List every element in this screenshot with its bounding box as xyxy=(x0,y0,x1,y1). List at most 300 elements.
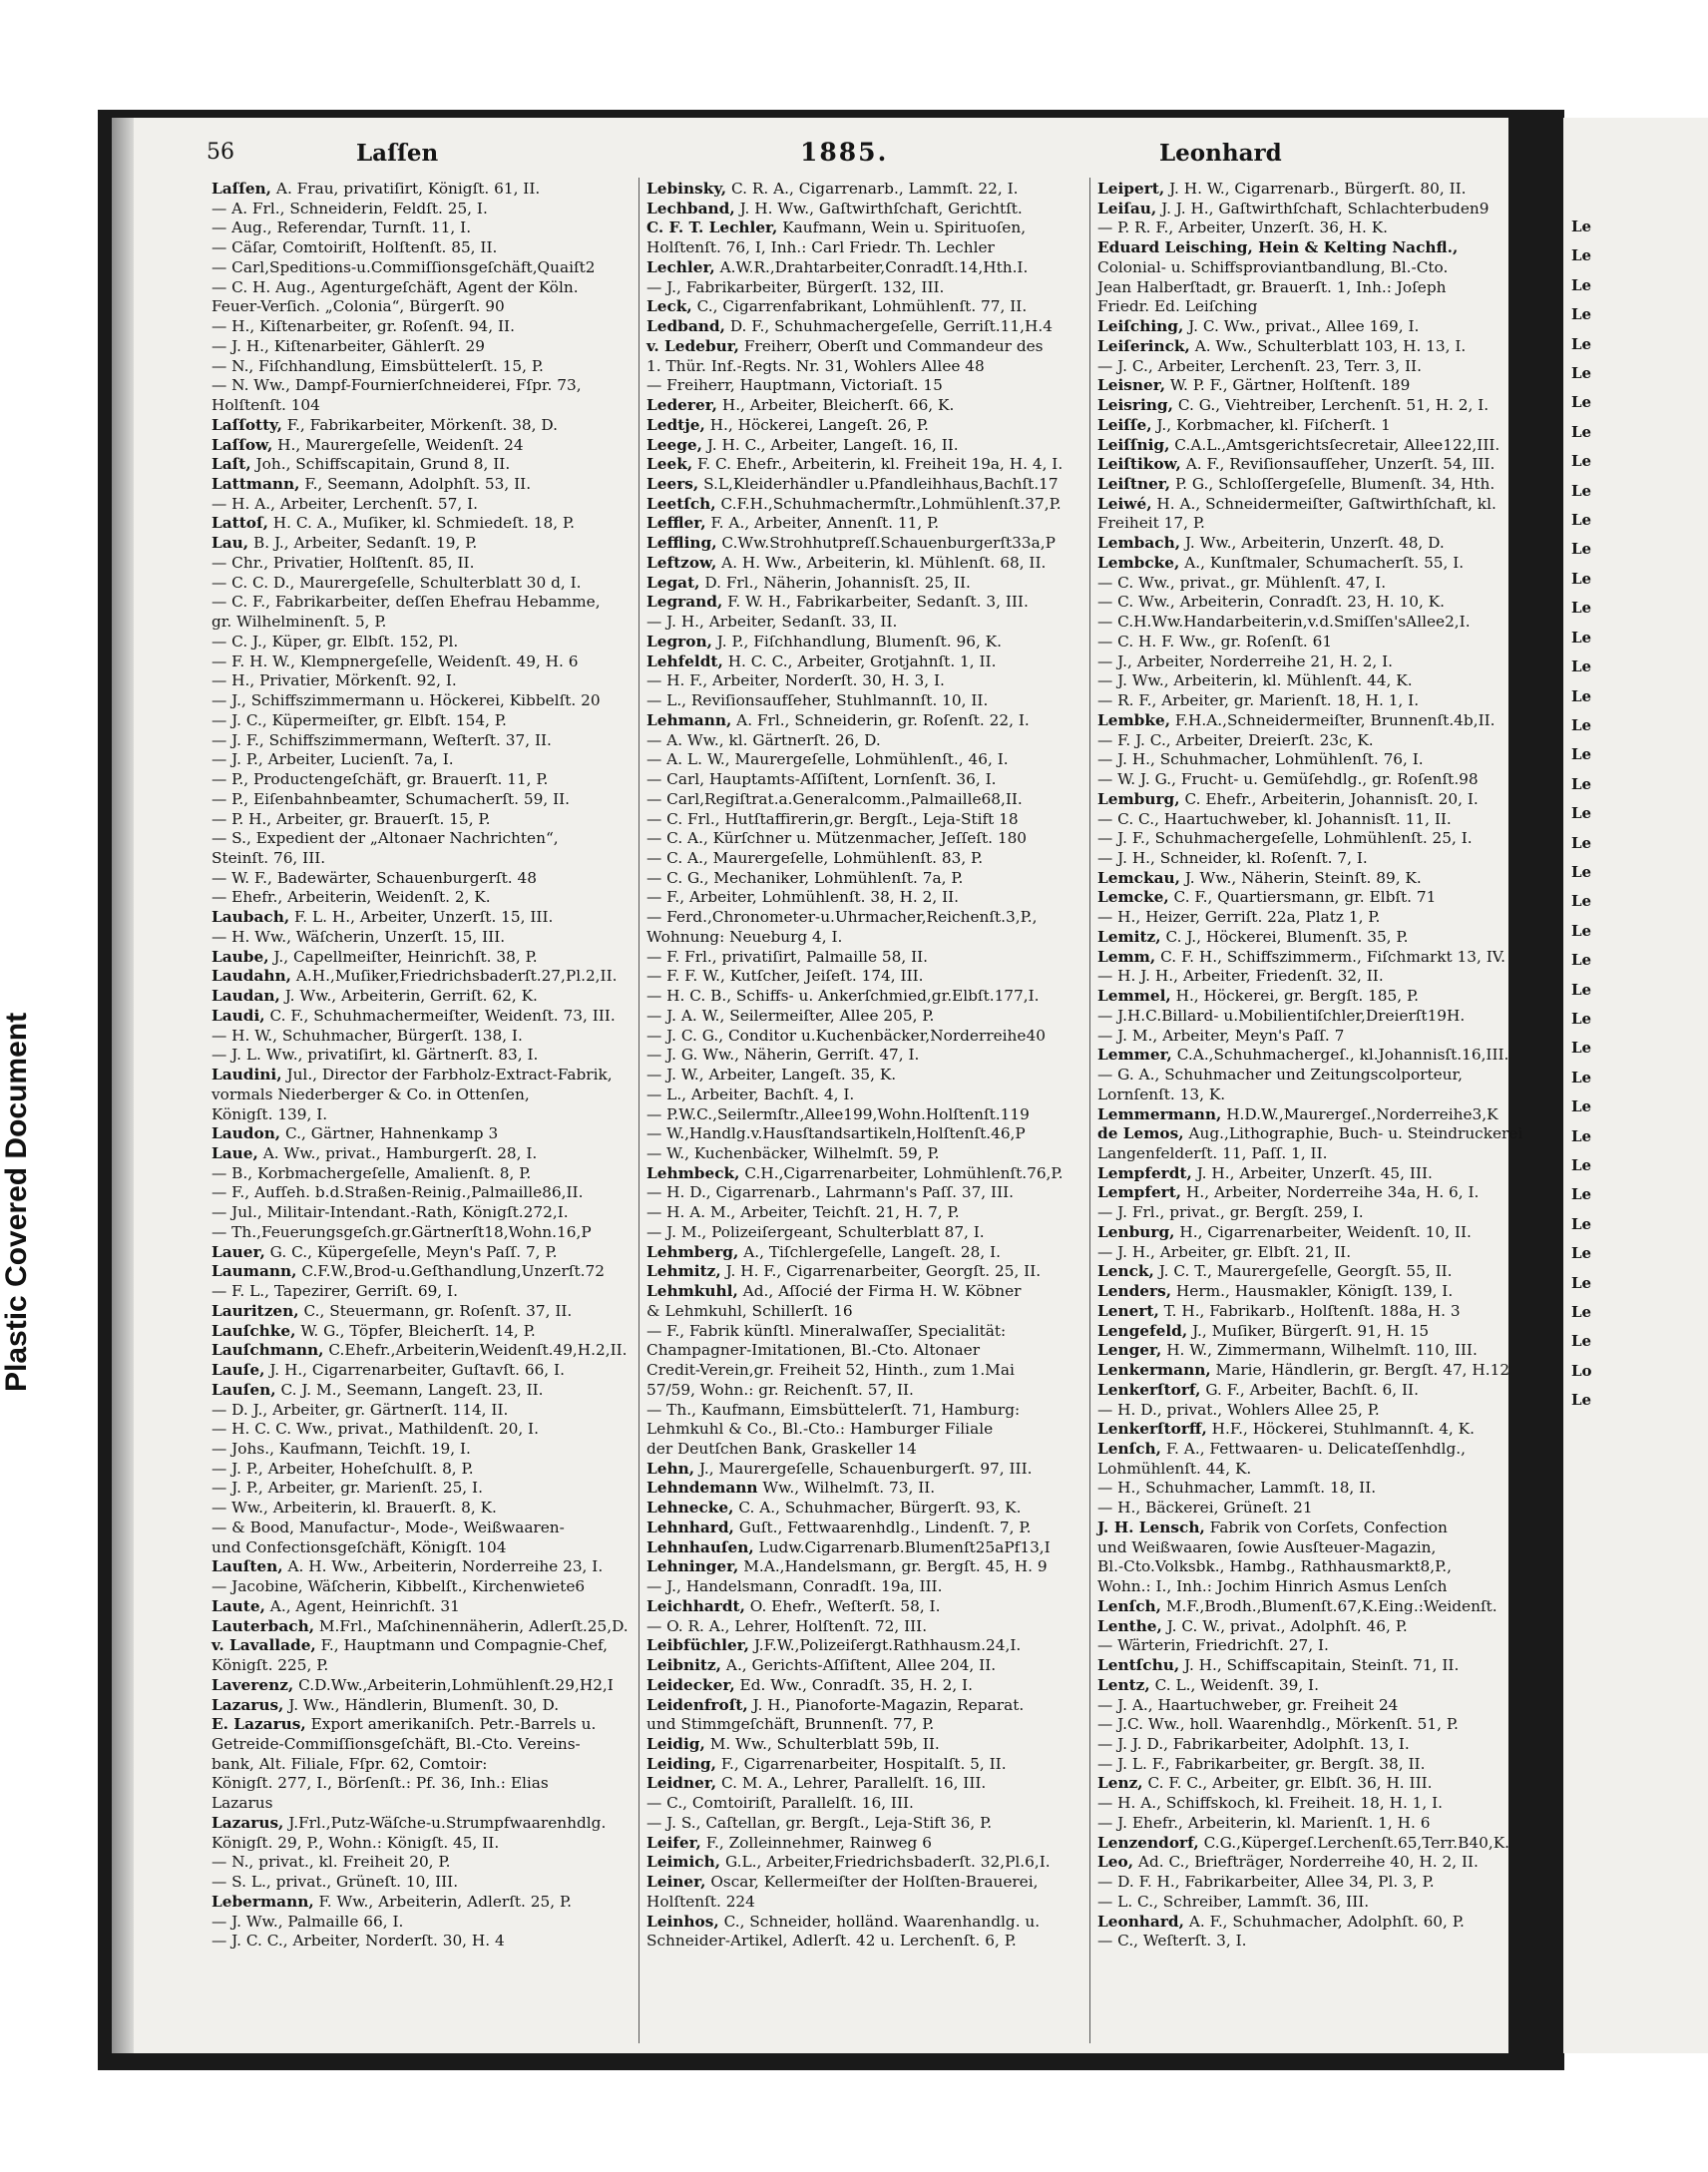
entry-details: — J. M., Polizeiſergeant, Schulterblatt 87, I. xyxy=(646,1222,985,1241)
directory-entry-line xyxy=(1097,1794,1536,1814)
entry-surname: Laute, xyxy=(212,1596,265,1615)
directory-entry-line xyxy=(646,1893,1087,1913)
next-page-fragment: Le xyxy=(1571,246,1592,265)
entry-details: J. H., Arbeiter, Unzerſt. 45, III. xyxy=(1196,1163,1433,1182)
directory-entry-line xyxy=(212,455,633,475)
directory-entry-line xyxy=(646,1735,1087,1755)
directory-entry-line xyxy=(646,869,1087,889)
entry-surname: Leege, xyxy=(646,435,702,454)
directory-entry-line xyxy=(212,1873,633,1893)
next-page-fragment: Le xyxy=(1571,833,1592,852)
directory-entry-line xyxy=(646,238,1087,258)
entry-details: C.Ehefr.,Arbeiterin,Weidenſt.49,H.2,II. xyxy=(328,1341,628,1360)
entry-details: Kaufmann, Wein u. Spirituoſen, xyxy=(782,218,1027,237)
entry-surname: Legat, xyxy=(646,573,700,592)
entry-surname: Leiwé, xyxy=(1097,494,1152,513)
entry-details: — J. H., Arbeiter, gr. Elbſt. 21, II. xyxy=(1097,1242,1352,1261)
next-page-fragment: Le xyxy=(1571,1214,1592,1233)
entry-surname: Leiſerinck, xyxy=(1097,336,1190,355)
entry-details: Holſtenſt. 104 xyxy=(212,396,320,415)
entry-details: Holſtenſt. 224 xyxy=(646,1892,755,1911)
entry-details: — Chr., Privatier, Holſtenſt. 85, II. xyxy=(212,553,475,572)
entry-surname: Leiſtner, xyxy=(1097,475,1171,494)
entry-details: — D. J., Arbeiter, gr. Gärtnerſt. 114, II. xyxy=(212,1400,509,1419)
entry-details: A.W.R.,Drahtarbeiter,Conradſt.14,Hth.I. xyxy=(719,257,1029,276)
entry-details: F., Zolleinnehmer, Rainweg 6 xyxy=(705,1833,932,1852)
entry-surname: Lazarus, xyxy=(212,1813,284,1832)
directory-entry-line xyxy=(646,1027,1087,1047)
entry-details: — J. M., Arbeiter, Meyn's Paſſ. 7 xyxy=(1097,1026,1345,1045)
entry-details: — H. C. C. Ww., privat., Mathildenſt. 20, I. xyxy=(212,1420,539,1439)
directory-entry-line xyxy=(646,1538,1087,1558)
entry-surname: Leiſſnig, xyxy=(1097,435,1170,454)
entry-details: J., Maurergeſelle, Schauenburgerſt. 97, III. xyxy=(698,1459,1033,1478)
column-3 xyxy=(1097,180,1536,1952)
entry-details: J. P., Fiſchhandlung, Blumenſt. 96, K. xyxy=(716,632,1002,651)
directory-entry-line xyxy=(646,1183,1087,1203)
entry-surname: Lenger, xyxy=(1097,1341,1162,1360)
directory-entry-line xyxy=(212,1696,633,1716)
directory-entry-line xyxy=(646,770,1087,790)
entry-surname: Leetſch, xyxy=(646,494,716,513)
directory-entry-line xyxy=(646,436,1087,456)
directory-entry-line xyxy=(1097,534,1536,554)
entry-details: — O. R. A., Lehrer, Holſtenſt. 72, III. xyxy=(646,1616,928,1635)
entry-details: — J. L. F., Fabrikarbeiter, gr. Bergſt. 38, II. xyxy=(1097,1754,1426,1773)
entry-details: M.F.,Brodh.,Blumenſt.67,K.Eing.:Weidenſt. xyxy=(1165,1596,1497,1615)
entry-details: — R. F., Arbeiter, gr. Marienſt. 18, H. 1, I. xyxy=(1097,691,1420,710)
entry-surname: Lemcke, xyxy=(1097,888,1169,907)
entry-surname: Leibfüchler, xyxy=(646,1636,749,1655)
directory-entry-line xyxy=(646,1322,1087,1342)
directory-entry-line xyxy=(1097,908,1536,928)
directory-entry-line xyxy=(212,1755,633,1775)
entry-details: — J. H., Schuhmacher, Lohmühlenſt. 76, I. xyxy=(1097,750,1424,769)
entry-details: Champagner-Imitationen, Bl.-Cto. Altonaer xyxy=(646,1341,981,1360)
directory-entry-line xyxy=(646,376,1087,396)
entry-surname: Leiſching, xyxy=(1097,317,1184,336)
entry-details: C., Gärtner, Hahnenkamp 3 xyxy=(285,1124,499,1143)
next-page-fragment: Le xyxy=(1571,540,1592,559)
directory-entry-line xyxy=(212,1794,633,1814)
directory-entry-line xyxy=(1097,1557,1536,1577)
entry-details: C. A., Schuhmacher, Bürgerſt. 93, K. xyxy=(738,1499,1022,1518)
directory-entry-line xyxy=(1097,613,1536,633)
entry-details: — J. H., Schneider, kl. Roſenſt. 7, I. xyxy=(1097,848,1368,867)
entry-details: J. H. W., Cigarrenarb., Bürgerſt. 80, II. xyxy=(1169,180,1467,198)
entry-surname: Lemmel, xyxy=(1097,987,1171,1006)
entry-surname: Lemm, xyxy=(1097,947,1156,966)
entry-details: Holſtenſt. 76, I, Inh.: Carl Friedr. Th. Lechler xyxy=(646,238,995,257)
directory-entry-line xyxy=(1097,652,1536,672)
directory-entry-line xyxy=(1097,1460,1536,1480)
entry-details: W. P. F., Gärtner, Holſtenſt. 189 xyxy=(1169,376,1411,395)
entry-details: C.A.L.,Amtsgerichtsſecretair, Allee122,III. xyxy=(1174,435,1500,454)
directory-entry-line xyxy=(1097,455,1536,475)
directory-entry-line xyxy=(646,396,1087,416)
entry-details: C.A.,Schuhmachergeſ., kl.Johannisſt.16,III. xyxy=(1176,1046,1509,1065)
entry-details: — J. A. W., Seilermeiſter, Allee 205, P. xyxy=(646,1006,935,1025)
directory-entry-line xyxy=(1097,1361,1536,1381)
entry-details: F., Cigarrenarbeiter, Hospitalſt. 5, II. xyxy=(720,1754,1007,1773)
entry-details: F., Seemann, Adolphſt. 53, II. xyxy=(304,475,532,494)
entry-surname: Lattoſ, xyxy=(212,514,268,533)
directory-entry-line xyxy=(1097,691,1536,711)
directory-entry-line xyxy=(212,1932,633,1952)
entry-details: Königſt. 139, I. xyxy=(212,1104,328,1123)
entry-details: G. C., Küpergeſelle, Meyn's Paſſ. 7, P. xyxy=(269,1242,558,1261)
directory-entry-line xyxy=(212,1223,633,1243)
directory-entry-line xyxy=(1097,1834,1536,1854)
entry-details: — D. F. H., Fabrikarbeiter, Allee 34, Pl. 3, P. xyxy=(1097,1873,1435,1892)
entry-details: J., Korbmacher, kl. Fiſcherſt. 1 xyxy=(1156,415,1391,434)
next-page-fragment: Le xyxy=(1571,1009,1592,1028)
entry-details: — H. W., Schuhmacher, Bürgerſt. 138, I. xyxy=(212,1026,523,1045)
directory-entry-line xyxy=(646,495,1087,515)
entry-details: C. F. C., Arbeiter, gr. Elbſt. 36, H. III. xyxy=(1147,1774,1433,1793)
directory-entry-line xyxy=(212,317,633,337)
directory-entry-line xyxy=(1097,1262,1536,1282)
directory-entry-line xyxy=(212,534,633,554)
directory-entry-line xyxy=(212,1381,633,1401)
page-header xyxy=(112,140,1508,180)
directory-entry-line xyxy=(1097,1223,1536,1243)
entry-details: J. H., Cigarrenarbeiter, Guſtavſt. 66, I. xyxy=(269,1361,565,1380)
next-page-fragment: Le xyxy=(1571,774,1592,793)
entry-details: — F., Arbeiter, Lohmühlenſt. 38, H. 2, II. xyxy=(646,888,960,907)
entry-details: — J. P., Arbeiter, Hoheſchulſt. 8, P. xyxy=(212,1459,474,1478)
entry-details: — W. J. G., Frucht- u. Gemüſehdlg., gr. Roſenſt.98 xyxy=(1097,770,1479,789)
directory-entry-line xyxy=(646,1755,1087,1775)
entry-details: 1. Thür. Inf.-Regts. Nr. 31, Wohlers Allee 48 xyxy=(646,356,985,375)
next-page-fragment: Le xyxy=(1571,1332,1592,1351)
entry-details: — H., Bäckerei, Grüneſt. 21 xyxy=(1097,1499,1313,1518)
directory-entry-line xyxy=(212,1853,633,1873)
entry-details: H. A., Schneidermeiſter, Gaſtwirthſchaft, kl. xyxy=(1156,494,1496,513)
entry-details: — L. C., Schreiber, Lammſt. 36, III. xyxy=(1097,1892,1370,1911)
entry-surname: Lauer, xyxy=(212,1242,265,1261)
entry-details: — Johs., Kaufmann, Teichſt. 19, I. xyxy=(212,1440,471,1458)
entry-details: — & Bood, Manufactur-, Mode-, Weißwaaren- xyxy=(212,1518,565,1536)
entry-details: bank, Alt. Filiale, Fſpr. 62, Comtoir: xyxy=(212,1754,488,1773)
directory-entry-line xyxy=(646,849,1087,869)
directory-entry-line xyxy=(646,258,1087,278)
entry-details: — J. G. Ww., Näherin, Gerriſt. 47, I. xyxy=(646,1046,920,1065)
entry-details: A. H. Ww., Arbeiterin, Norderreihe 23, I. xyxy=(287,1557,604,1576)
entry-surname: Leipert, xyxy=(1097,180,1165,198)
entry-details: Freiheit 17, P. xyxy=(1097,514,1205,533)
entry-surname: Lemckau, xyxy=(1097,868,1180,887)
next-page-fragment: Le xyxy=(1571,305,1592,324)
entry-details: — Ferd.,Chronometer-u.Uhrmacher,Reichenſt.3,P., xyxy=(646,908,1038,927)
entry-details: Export amerikaniſch. Petr.-Barrels u. xyxy=(310,1715,597,1734)
entry-details: — C., Weſterſt. 3, I. xyxy=(1097,1932,1247,1951)
entry-details: — F. Frl., privatiſirt, Palmaille 58, II. xyxy=(646,947,929,966)
entry-details: — J. F., Schuhmachergeſelle, Lohmühlenſt. 25, I. xyxy=(1097,829,1473,848)
entry-details: — W. F., Badewärter, Schauenburgerſt. 48 xyxy=(212,868,537,887)
entry-details: H. C. C., Arbeiter, Grotjahnſt. 1, II. xyxy=(727,652,997,670)
entry-details: A. F., Reviſionsaufſeher, Unzerſt. 54, III. xyxy=(1185,455,1495,474)
directory-entry-line xyxy=(212,750,633,770)
directory-entry-line xyxy=(646,1144,1087,1164)
directory-entry-line xyxy=(212,1656,633,1676)
entry-surname: Lembcke, xyxy=(1097,553,1180,572)
next-page-fragment: Le xyxy=(1571,1097,1592,1116)
directory-entry-line xyxy=(1097,987,1536,1007)
entry-surname: Lembach, xyxy=(1097,534,1181,553)
directory-entry-line xyxy=(646,1124,1087,1144)
entry-surname: Laudi, xyxy=(212,1006,265,1025)
entry-details: A., Kunſtmaler, Schumacherſt. 55, I. xyxy=(1184,553,1465,572)
entry-surname: Lehnhauſen, xyxy=(646,1537,754,1556)
entry-details: Joh., Schiffscapitain, Grund 8, II. xyxy=(255,455,511,474)
directory-entry-line xyxy=(1097,1007,1536,1027)
entry-surname: Leiſſe, xyxy=(1097,415,1152,434)
directory-entry-line xyxy=(1097,1519,1536,1538)
directory-entry-line xyxy=(212,436,633,456)
entry-details: — L., Arbeiter, Bachſt. 4, I. xyxy=(646,1085,855,1103)
directory-entry-line xyxy=(646,1381,1087,1401)
directory-entry-line xyxy=(646,790,1087,810)
directory-entry-line xyxy=(646,1262,1087,1282)
directory-entry-line xyxy=(212,1144,633,1164)
directory-entry-line xyxy=(212,1420,633,1440)
entry-surname: Lehmitz, xyxy=(646,1262,721,1281)
directory-entry-line xyxy=(1097,790,1536,810)
directory-entry-line xyxy=(1097,671,1536,691)
entry-details: Lornſenſt. 13, K. xyxy=(1097,1085,1226,1103)
entry-details: J.Frl.,Putz-Wäſche-u.Strumpfwaarenhdlg. xyxy=(288,1813,607,1832)
entry-details: A., Gerichts-Aſſiſtent, Allee 204, II. xyxy=(725,1656,997,1675)
entry-details: C., Schneider, holländ. Waarenhandlg. u. xyxy=(723,1912,1041,1931)
next-page-fragment: Le xyxy=(1571,1185,1592,1204)
entry-details: C. R. A., Cigarrenarb., Lammſt. 22, I. xyxy=(730,180,1019,198)
directory-entry-line xyxy=(1097,1853,1536,1873)
entry-details: J. H. Ww., Gaſtwirthſchaft, Gerichtſt. xyxy=(739,199,1023,217)
entry-details: — H. D., Cigarrenarb., Lahrmann's Paſſ. 37, III. xyxy=(646,1183,1015,1202)
entry-details: A. Ww., Schulterblatt 103, H. 13, I. xyxy=(1194,336,1467,355)
entry-details: Lohmühlenſt. 44, K. xyxy=(1097,1459,1252,1478)
directory-entry-line xyxy=(1097,180,1536,200)
entry-details: vormals Niederberger & Co. in Ottenſen, xyxy=(212,1085,530,1103)
directory-entry-line xyxy=(212,1893,633,1913)
directory-entry-line xyxy=(212,691,633,711)
directory-entry-line xyxy=(1097,1774,1536,1794)
next-page-fragment: Le xyxy=(1571,862,1592,881)
entry-surname: Lehmbeck, xyxy=(646,1163,740,1182)
entry-surname: Leiner, xyxy=(646,1873,706,1892)
directory-entry-line xyxy=(212,849,633,869)
next-page-fragment: Le xyxy=(1571,686,1592,705)
entry-details: C.G.,Küpergeſ.Lerchenſt.65,Terr.B40,K. xyxy=(1203,1833,1510,1852)
directory-entry-line xyxy=(1097,337,1536,357)
entry-details: G.L., Arbeiter,Friedrichsbaderſt. 32,Pl.6,I. xyxy=(724,1853,1051,1872)
directory-entry-line xyxy=(212,1401,633,1421)
directory-entry-line xyxy=(646,1696,1087,1716)
entry-details: — H. A., Arbeiter, Lerchenſt. 57, I. xyxy=(212,494,478,513)
directory-entry-line xyxy=(212,633,633,652)
directory-entry-line xyxy=(212,258,633,278)
directory-entry-line xyxy=(646,1794,1087,1814)
entry-details: J. H. C., Arbeiter, Langeſt. 16, II. xyxy=(706,435,959,454)
directory-entry-line xyxy=(1097,1341,1536,1361)
directory-entry-line xyxy=(646,1460,1087,1480)
directory-entry-line xyxy=(1097,416,1536,436)
entry-details: A. F., Schuhmacher, Adolphſt. 60, P. xyxy=(1188,1912,1465,1931)
entry-details: — F. F. W., Kutſcher, Jeiſeſt. 174, III. xyxy=(646,967,924,986)
entry-details: C. G., Viehtreiber, Lerchenſt. 51, H. 2, I. xyxy=(1177,396,1490,415)
directory-entry-line xyxy=(1097,1538,1536,1558)
directory-entry-line xyxy=(1097,297,1536,317)
entry-details: F. A., Fettwaaren- u. Delicateſſenhdlg., xyxy=(1165,1440,1466,1458)
entry-surname: Lehmkuhl, xyxy=(646,1282,738,1301)
entry-surname: Lemburg, xyxy=(1097,789,1180,808)
entry-surname: Leffling, xyxy=(646,534,717,553)
entry-details: — H. Ww., Wäſcherin, Unzerſt. 15, III. xyxy=(212,927,506,946)
entry-details: Königſt. 277, I., Börſenſt.: Pf. 36, Inh.: Elias xyxy=(212,1774,549,1793)
directory-entry-line xyxy=(646,1282,1087,1302)
column-rule xyxy=(639,178,640,2043)
directory-entry-line xyxy=(1097,278,1536,298)
directory-entry-line xyxy=(212,1617,633,1637)
directory-entry-line xyxy=(212,1676,633,1696)
entry-details: — J., Schiffszimmermann u. Höckerei, Kibbelſt. 20 xyxy=(212,691,601,710)
directory-entry-line xyxy=(646,1873,1087,1893)
directory-entry-line xyxy=(646,1636,1087,1656)
entry-details: H., Arbeiter, Norderreihe 34a, H. 6, I. xyxy=(1186,1183,1480,1202)
entry-surname: Ledband, xyxy=(646,317,725,336)
next-page-fragment: Le xyxy=(1571,334,1592,353)
directory-entry-line xyxy=(212,1834,633,1854)
entry-surname: Laudahn, xyxy=(212,967,291,986)
entry-surname: Lenkerſtorff, xyxy=(1097,1420,1207,1439)
next-page-edge xyxy=(1563,118,1708,2053)
directory-entry-line xyxy=(212,1007,633,1027)
directory-entry-line xyxy=(212,908,633,928)
entry-details: J. Ww., Näherin, Steinſt. 89, K. xyxy=(1184,868,1422,887)
entry-surname: Leisner, xyxy=(1097,376,1166,395)
directory-entry-line xyxy=(212,1519,633,1538)
directory-entry-line xyxy=(212,1322,633,1342)
next-page-fragment: Le xyxy=(1571,275,1592,294)
entry-surname: Lehfeldt, xyxy=(646,652,723,670)
directory-entry-line xyxy=(212,1027,633,1047)
entry-details: — L., Reviſionsaufſeher, Stuhlmannſt. 10, II. xyxy=(646,691,989,710)
entry-surname: v. Ledebur, xyxy=(646,336,740,355)
directory-entry-line xyxy=(1097,1735,1536,1755)
entry-surname: Lenzendorf, xyxy=(1097,1833,1199,1852)
directory-entry-line xyxy=(646,317,1087,337)
directory-entry-line xyxy=(1097,1144,1536,1164)
entry-details: F.H.A.,Schneidermeiſter, Brunnenſt.4b,II. xyxy=(1174,710,1495,729)
entry-details: J. H., Schiffscapitain, Steinſt. 71, II. xyxy=(1184,1656,1460,1675)
entry-details: — J. C., Küpermeiſter, gr. Elbſt. 154, P. xyxy=(212,710,507,729)
next-page-fragment: Le xyxy=(1571,1156,1592,1174)
entry-surname: Lebermann, xyxy=(212,1892,314,1911)
entry-details: — J.C. Ww., holl. Waarenhdlg., Mörkenſt. 51, P. xyxy=(1097,1715,1459,1734)
directory-entry-line xyxy=(212,495,633,515)
entry-surname: Lenders, xyxy=(1097,1282,1172,1301)
entry-details: G. F., Arbeiter, Bachſt. 6, II. xyxy=(1205,1380,1419,1399)
entry-surname: Lemmermann, xyxy=(1097,1104,1222,1123)
directory-entry-line xyxy=(646,1617,1087,1637)
directory-entry-line xyxy=(646,908,1087,928)
entry-surname: Lehmann, xyxy=(646,710,732,729)
directory-entry-line xyxy=(1097,1893,1536,1913)
directory-entry-line xyxy=(212,1262,633,1282)
entry-details: Freiherr, Oberſt und Commandeur des xyxy=(743,336,1044,355)
directory-entry-line xyxy=(1097,1381,1536,1401)
entry-details: C.F.W.,Brod-u.Geſthandlung,Unzerſt.72 xyxy=(301,1262,605,1281)
directory-entry-line xyxy=(212,1164,633,1184)
entry-details: C. F., Quartiersmann, gr. Elbſt. 71 xyxy=(1173,888,1437,907)
directory-entry-line xyxy=(212,1341,633,1361)
directory-entry-line xyxy=(1097,1814,1536,1834)
entry-surname: Leiding, xyxy=(646,1754,716,1773)
directory-entry-line xyxy=(646,967,1087,987)
directory-entry-line xyxy=(212,1124,633,1144)
entry-details: Königſt. 29, P., Wohn.: Königſt. 45, II. xyxy=(212,1833,500,1852)
directory-entry-line xyxy=(646,1440,1087,1460)
directory-entry-line xyxy=(212,671,633,691)
entry-surname: Leiſau, xyxy=(1097,199,1157,217)
directory-entry-line xyxy=(646,1676,1087,1696)
entry-surname: Lau, xyxy=(212,534,249,553)
directory-entry-line xyxy=(1097,554,1536,574)
entry-surname: Laue, xyxy=(212,1143,258,1162)
entry-surname: Laſt, xyxy=(212,455,251,474)
entry-details: — H., Schuhmacher, Lammſt. 18, II. xyxy=(1097,1479,1377,1498)
directory-entry-line xyxy=(1097,514,1536,534)
entry-details: Wohnung: Neueburg 4, I. xyxy=(646,927,843,946)
directory-entry-line xyxy=(646,1499,1087,1519)
entry-details: — C. A., Kürſchner u. Mützenmacher, Jeſſeſt. 180 xyxy=(646,829,1028,848)
entry-surname: Leidner, xyxy=(646,1774,717,1793)
entry-details: — C. Frl., Hutſtaffirerin,gr. Bergſt., Leja-Stift 18 xyxy=(646,809,1019,828)
directory-entry-line xyxy=(646,180,1087,200)
entry-details: C. L., Weidenſt. 39, I. xyxy=(1154,1675,1319,1694)
entry-surname: Lederer, xyxy=(646,396,717,415)
entry-details: und Weißwaaren, ſowie Ausſteuer-Magazin, xyxy=(1097,1537,1437,1556)
directory-entry-line xyxy=(212,514,633,534)
directory-entry-line xyxy=(1097,1105,1536,1125)
entry-details: — C.H.Ww.Handarbeiterin,v.d.Smiſſen'sAllee2,I. xyxy=(1097,613,1471,632)
entry-details: F. L. H., Arbeiter, Unzerſt. 15, III. xyxy=(294,908,554,927)
entry-surname: Lehndemann xyxy=(646,1479,758,1498)
column-1 xyxy=(212,180,633,1952)
directory-entry-line xyxy=(212,829,633,849)
entry-details: — F. J. C., Arbeiter, Dreierſt. 23c, K. xyxy=(1097,730,1374,749)
entry-details: — N., privat., kl. Freiheit 20, P. xyxy=(212,1853,451,1872)
directory-entry-line xyxy=(646,1223,1087,1243)
next-page-fragment: Le xyxy=(1571,364,1592,383)
directory-entry-line xyxy=(212,790,633,810)
entry-details: — C. H. F. Ww., gr. Roſenſt. 61 xyxy=(1097,632,1333,651)
entry-details: B. J., Arbeiter, Sedanſt. 19, P. xyxy=(253,534,478,553)
page-gutter xyxy=(112,118,134,2053)
next-page-fragment: Le xyxy=(1571,1391,1592,1410)
entry-details: Ad., Aſſocié der Firma H. W. Köbner xyxy=(742,1282,1022,1301)
entry-details: — C. J., Küper, gr. Elbſt. 152, Pl. xyxy=(212,632,459,651)
directory-entry-line xyxy=(646,652,1087,672)
directory-entry-line xyxy=(1097,436,1536,456)
entry-details: D. F., Schuhmachergeſelle, Gerriſt.11,H.4 xyxy=(729,317,1053,336)
entry-details: — C. C. D., Maurergeſelle, Schulterblatt 30 d, I. xyxy=(212,573,582,592)
directory-entry-line xyxy=(1097,1636,1536,1656)
directory-entry-line xyxy=(1097,200,1536,219)
directory-entry-line xyxy=(646,1932,1087,1952)
entry-surname: Lenkermann, xyxy=(1097,1361,1211,1380)
